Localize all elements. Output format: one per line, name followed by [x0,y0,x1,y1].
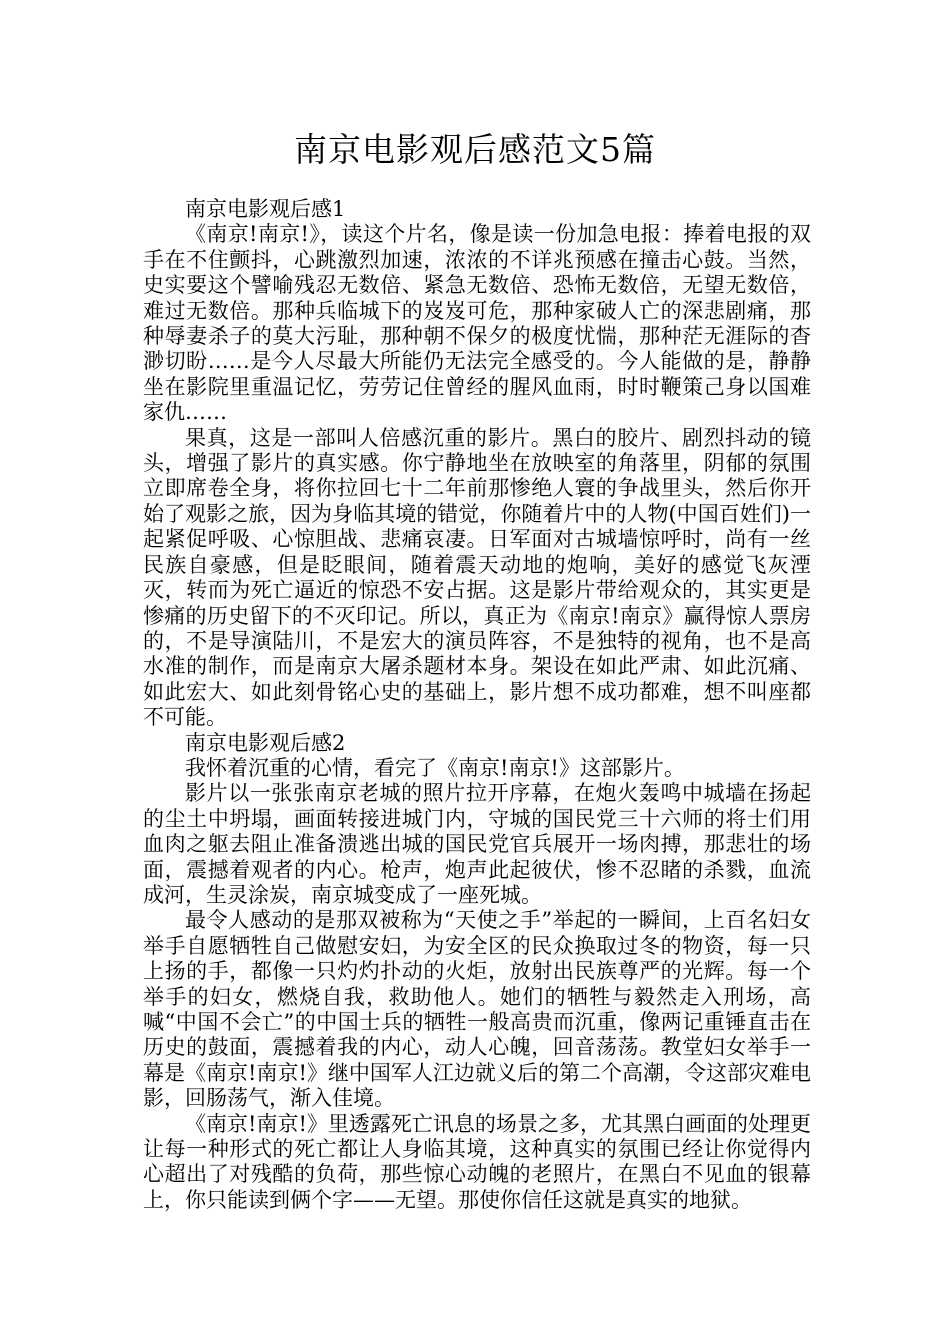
document-body [143,197,811,1213]
section-heading-1: 南京电影观后感1 [185,197,346,221]
paragraph: 最令人感动的是那双被称为“天使之手”举起的一瞬间，上百名妇女举手自愿牺牲自己做慰安妇，为安全区的民众换取过冬的物资，每一只上扬的手，都像一只灼灼扑动的火炬，放射出民族尊严的光辉。每一个举手的妇女，燃烧自我，救助他人。她们的牺牲与毅然走入刑场，高喊“中国不会亡”的中国士兵的牺牲一般高贵而沉重，像两记重锤直击在历史的鼓面，震撼着我的内心，动人心魄，回音荡荡。教堂妇女举手一幕是《南京!南京!》继中国军人江边就义后的第二个高潮，令这部灾难电影，回肠荡气，渐入佳境。 [143,908,811,1111]
paragraph: 果真，这是一部叫人倍感沉重的影片。黑白的胶片、剧烈抖动的镜头，增强了影片的真实感。你宁静地坐在放映室的角落里，阴郁的氛围立即席卷全身，将你拉回七十二年前那惨绝人寰的争战里头，然后你开始了观影之旅，因为身临其境的错觉，你随着片中的人物(中国百姓们)一起紧促呼吸、心惊胆战、悲痛哀凄。日军面对古城墙惊呼时，尚有一丝民族自豪感，但是眨眼间，随着震天动地的炮响，美好的感觉飞灰湮灭，转而为死亡逼近的惊恐不安占据。这是影片带给观众的，其实更是惨痛的历史留下的不灭印记。所以，真正为《南京!南京》赢得惊人票房的，不是导演陆川，不是宏大的演员阵容，不是独特的视角，也不是高水准的制作，而是南京大屠杀题材本身。架设在如此严肃、如此沉痛、如此宏大、如此刻骨铭心史的基础上，影片想不成功都难，想不叫座都不可能。 [143,425,811,730]
paragraph: 影片以一张张南京老城的照片拉开序幕，在炮火轰鸣中城墙在扬起的尘土中坍塌，画面转接进城门内，守城的国民党三十六师的将士们用血肉之躯去阻止准备溃逃出城的国民党官兵展开一场肉搏，那悲壮的场面，震撼着观者的内心。枪声，炮声此起彼伏，惨不忍睹的杀戮，血流成河，生灵涂炭，南京城变成了一座死城。 [143,781,811,907]
paragraph: 《南京!南京!》里透露死亡讯息的场景之多，尤其黑白画面的处理更让每一种形式的死亡都让人身临其境，这种真实的氛围已经让你觉得内心超出了对残酷的负荷，那些惊心动魄的老照片，在黑白不见血的银幕上，你只能读到俩个字——无望。那使你信任这就是真实的地狱。 [143,1111,811,1212]
section-heading-2: 南京电影观后感2 [185,730,346,755]
paragraph: 《南京!南京!》，读这个片名，像是读一份加急电报：捧着电报的双手在不住颤抖，心跳激烈加速，浓浓的不详兆预感在撞击心鼓。当然，史实要这个譬喻残忍无数倍、紧急无数倍、恐怖无数倍，无望无数倍，难过无数倍。那种兵临城下的岌岌可危，那种家破人亡的深悲剧痛，那种辱妻杀子的莫大污耻，那种朝不保夕的极度忧惴，那种茫无涯际的杳渺切盼……是今人尽最大所能仍无法完全感受的。今人能做的是，静静坐在影院里重温记忆，劳劳记住曾经的腥风血雨，时时鞭策己身以国难家仇…… [143,222,811,425]
document-title: 南京电影观后感范文5篇 [294,130,656,169]
paragraph: 我怀着沉重的心情，看完了《南京!南京!》这部影片。 [185,755,685,780]
